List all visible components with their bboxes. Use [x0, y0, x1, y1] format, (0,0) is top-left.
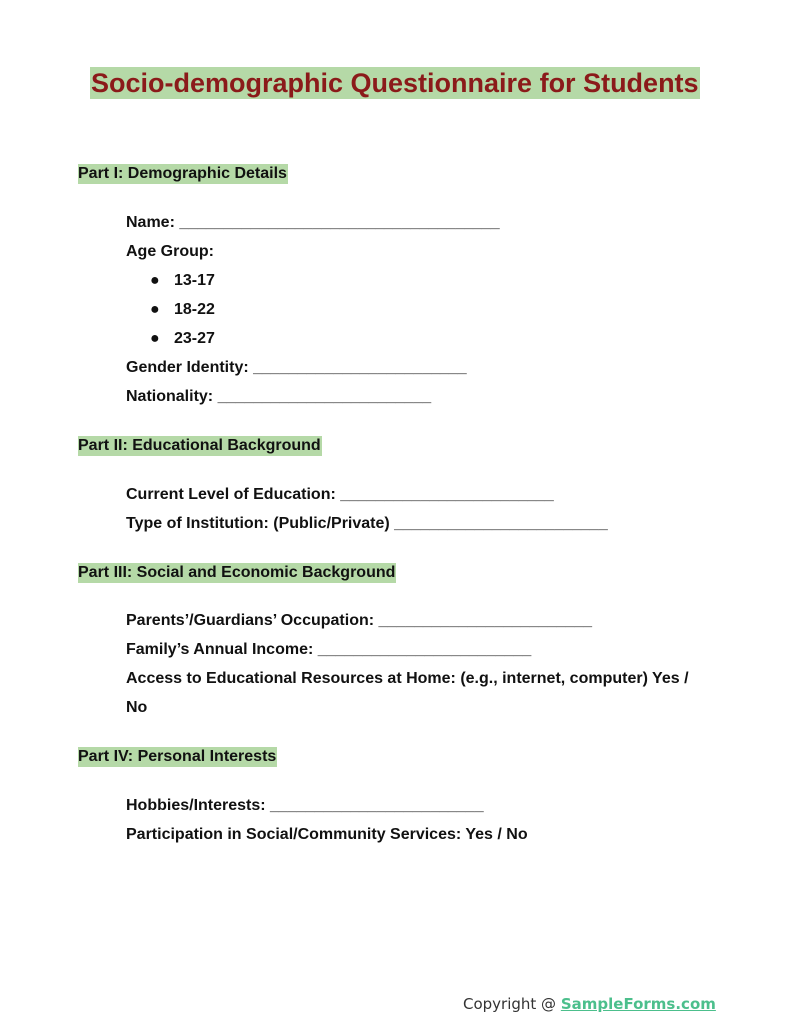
age-group-label: Age Group: [126, 243, 214, 260]
resources-question-continued: No [126, 699, 148, 716]
hobbies-field: Hobbies/Interests: ________________________ [126, 797, 484, 814]
copyright-prefix: Copyright @ [463, 995, 561, 1013]
age-option-label: 13-17 [174, 272, 215, 289]
institution-type-field: Type of Institution: (Public/Private) ________________________ [126, 515, 608, 532]
resources-question: Access to Educational Resources at Home: (e.g., internet, computer) Yes / [126, 670, 689, 687]
age-option-label: 23-27 [174, 330, 215, 347]
age-option-label: 18-22 [174, 301, 215, 318]
copyright-footer [463, 994, 716, 1014]
bullet-icon: ● [150, 330, 160, 347]
community-service-question: Participation in Social/Community Services: Yes / No [126, 826, 528, 843]
list-item [150, 271, 215, 291]
bullet-icon: ● [150, 301, 160, 318]
section-heading-part-4: Part IV: Personal Interests [78, 748, 277, 765]
bullet-icon: ● [150, 272, 160, 289]
list-item [150, 329, 215, 349]
list-item [150, 300, 215, 320]
section-heading-part-3: Part III: Social and Economic Background [78, 564, 396, 581]
annual-income-field: Family’s Annual Income: ________________________ [126, 641, 532, 658]
document-title: Socio-demographic Questionnaire for Students [91, 68, 699, 98]
occupation-field: Parents’/Guardians’ Occupation: ________________________ [126, 612, 593, 629]
brand-link[interactable]: SampleForms.com [560, 995, 716, 1013]
section-heading-part-2: Part II: Educational Background [78, 437, 321, 454]
gender-identity-field: Gender Identity: ________________________ [126, 359, 467, 376]
education-level-field: Current Level of Education: ________________________ [126, 486, 554, 503]
nationality-field: Nationality: ________________________ [126, 388, 432, 405]
section-heading-part-1: Part I: Demographic Details [78, 165, 287, 182]
name-field: Name: ____________________________________ [126, 214, 500, 231]
